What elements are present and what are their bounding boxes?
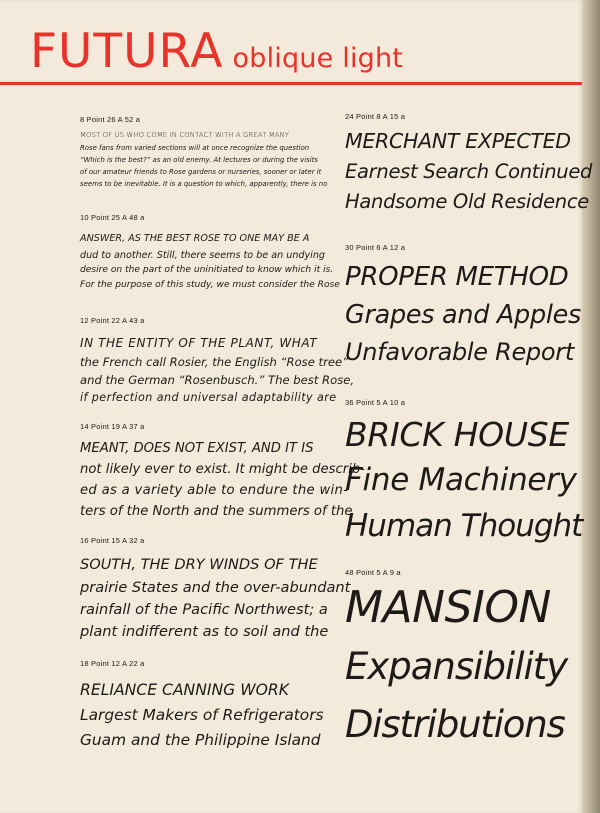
specimen-line: “Which is the best?” as an old enemy. At lectures or during the visits: [80, 156, 318, 164]
specimen-line: Expansibility: [345, 645, 568, 688]
specimen-line: desire on the part of the uninitiated to know which it is.: [80, 265, 334, 275]
specimen-line: Handsome Old Residence: [345, 190, 589, 213]
specimen-size-label: 24 Point 8 A 15 a: [345, 112, 406, 121]
specimen-line: Earnest Search Continued: [345, 160, 593, 183]
specimen-line: ed as a variety able to endure the win-: [80, 483, 349, 498]
specimen-line: Rose fans from varied sections will at once recognize the question: [80, 144, 310, 152]
specimen-line: rainfall of the Pacific Northwest; a: [80, 601, 328, 618]
specimen-line: of our amateur friends to Rose gardens or nurseries, sooner or later it: [80, 168, 322, 176]
specimen-line: SOUTH, THE DRY WINDS OF THE: [80, 556, 318, 573]
specimen-line: Human Thought: [345, 508, 583, 544]
specimen-line: MOST OF US WHO COME IN CONTACT WITH A GREAT MANY: [80, 131, 290, 139]
specimen-line: the French call Rosier, the English “Rose tree”: [80, 355, 349, 369]
specimen-size-label: 16 Point 15 A 32 a: [80, 536, 145, 545]
specimen-size-label: 18 Point 12 A 22 a: [80, 659, 145, 668]
specimen-line: dud to another. Still, there seems to be an undying: [80, 250, 326, 261]
page-binding-edge: [582, 0, 600, 813]
specimen-line: MEANT, DOES NOT EXIST, AND IT IS: [80, 441, 314, 456]
specimen-line: BRICK HOUSE: [345, 415, 569, 454]
title-rule: [0, 82, 582, 85]
specimen-line: MANSION: [345, 582, 551, 633]
specimen-line: Grapes and Apples: [345, 300, 581, 330]
specimen-line: RELIANCE CANNING WORK: [80, 681, 289, 699]
specimen-line: Largest Makers of Refrigerators: [80, 706, 324, 724]
specimen-size-label: 10 Point 25 A 48 a: [80, 213, 145, 222]
specimen-size-label: 14 Point 19 A 37 a: [80, 422, 145, 431]
specimen-line: if perfection and universal adaptability are: [80, 391, 337, 404]
specimen-line: not likely ever to exist. It might be describ-: [80, 462, 365, 477]
specimen-line: Fine Machinery: [345, 462, 577, 498]
page-title: [30, 24, 404, 79]
specimen-line: Distributions: [345, 703, 565, 746]
specimen-size-label: 8 Point 26 A 52 a: [80, 115, 141, 124]
specimen-line: Guam and the Philippine Island: [80, 731, 321, 749]
title-subtitle: oblique light: [232, 43, 404, 74]
specimen-line: and the German “Rosenbusch.” The best Rose,: [80, 373, 355, 387]
specimen-line: seems to be inevitable. It is a question to which, apparently, there is no: [80, 180, 328, 188]
specimen-size-label: 48 Point 5 A 9 a: [345, 568, 401, 577]
specimen-line: PROPER METHOD: [345, 262, 569, 292]
specimen-line: For the purpose of this study, we must consider the Rose: [80, 280, 340, 290]
specimen-line: IN THE ENTITY OF THE PLANT, WHAT: [80, 336, 318, 350]
specimen-line: Unfavorable Report: [345, 338, 574, 366]
specimen-line: ANSWER, AS THE BEST ROSE TO ONE MAY BE A: [80, 233, 310, 244]
specimen-size-label: 12 Point 22 A 43 a: [80, 316, 145, 325]
specimen-line: prairie States and the over-abundant: [80, 579, 351, 596]
specimen-size-label: 30 Point 6 A 12 a: [345, 243, 406, 252]
specimen-line: MERCHANT EXPECTED: [345, 129, 571, 153]
specimen-line: ters of the North and the summers of the: [80, 504, 353, 519]
specimen-size-label: 36 Point 5 A 10 a: [345, 398, 406, 407]
title-main: FUTURA: [30, 24, 224, 79]
specimen-line: plant indifferent as to soil and the: [80, 623, 329, 640]
